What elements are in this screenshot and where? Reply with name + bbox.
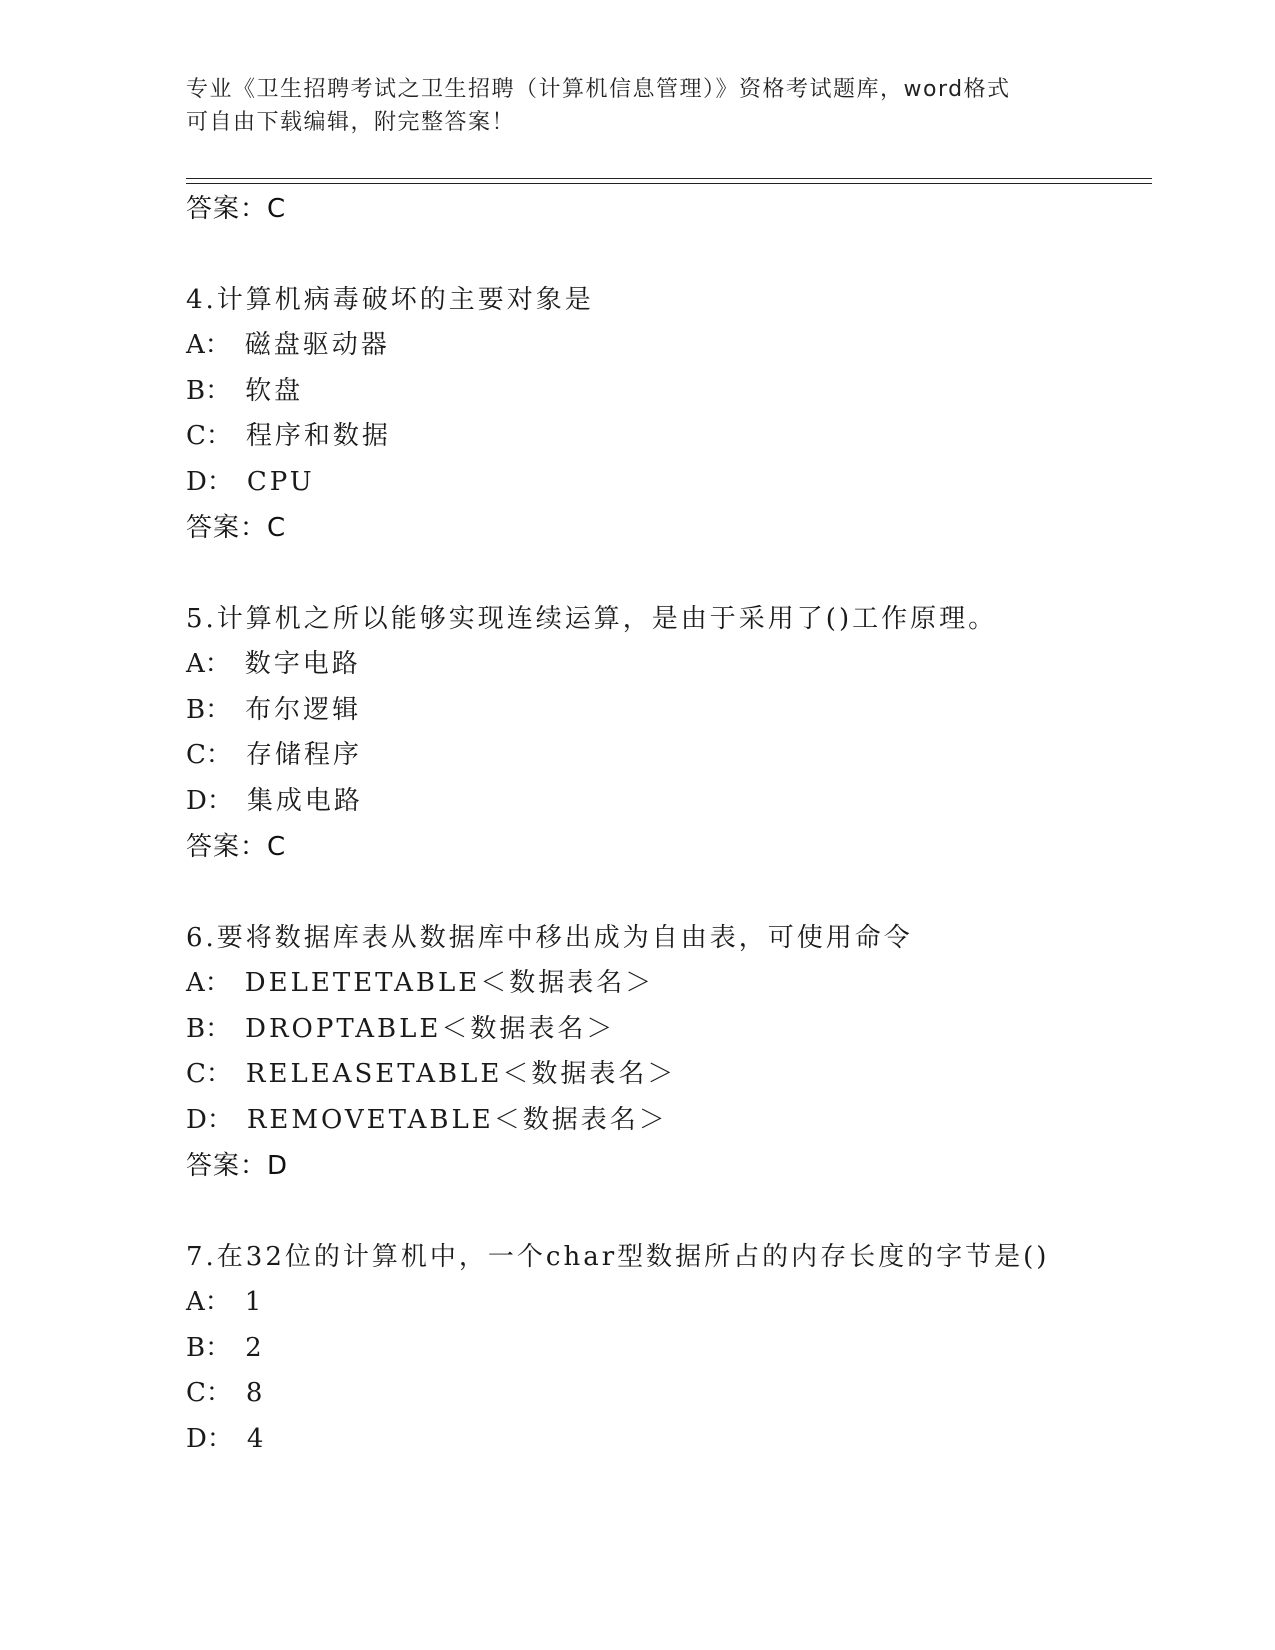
option-key: B： bbox=[186, 1013, 232, 1044]
question-text: 7.在32位的计算机中，一个char型数据所占的内存长度的字节是() bbox=[186, 1242, 1050, 1272]
question-list bbox=[186, 186, 1152, 1462]
question-text: 4.计算机病毒破坏的主要对象是 bbox=[186, 285, 594, 315]
option-key: A： bbox=[186, 1287, 231, 1317]
option-c bbox=[186, 414, 1152, 460]
option-key: A： bbox=[186, 649, 231, 679]
question-text: 5.计算机之所以能够实现连续运算，是由于采用了()工作原理。 bbox=[186, 604, 998, 634]
option-b bbox=[186, 1326, 1152, 1372]
option-d bbox=[186, 1417, 1152, 1463]
answer-line: 答案：D bbox=[186, 1151, 289, 1181]
option-c bbox=[186, 733, 1152, 779]
header-line-2: 可自由下载编辑，附完整答案！ bbox=[186, 110, 516, 135]
question-text: 6.要将数据库表从数据库中移出成为自由表，可使用命令 bbox=[186, 923, 913, 953]
header-divider-top bbox=[186, 178, 1152, 179]
question-item bbox=[186, 915, 1152, 1189]
option-a bbox=[186, 642, 1152, 688]
option-key: B： bbox=[186, 375, 232, 406]
header-divider-bottom bbox=[186, 183, 1152, 184]
option-text: 软盘 bbox=[245, 375, 304, 406]
option-a bbox=[186, 961, 1152, 1007]
option-key: D： bbox=[186, 1104, 233, 1135]
option-text: 8 bbox=[245, 1378, 266, 1408]
option-text: 存储程序 bbox=[245, 740, 362, 770]
option-text: 磁盘驱动器 bbox=[244, 330, 390, 360]
option-text: CPU bbox=[246, 466, 315, 497]
option-key: C： bbox=[186, 740, 232, 770]
option-text: 2 bbox=[245, 1332, 265, 1363]
option-c bbox=[186, 1052, 1152, 1098]
option-text: 布尔逻辑 bbox=[245, 694, 362, 725]
option-b bbox=[186, 1007, 1152, 1053]
option-text: RELEASETABLE＜数据表名＞ bbox=[245, 1059, 677, 1089]
option-d bbox=[186, 460, 1152, 506]
question-item bbox=[186, 277, 1152, 551]
option-a bbox=[186, 1280, 1152, 1326]
option-b bbox=[186, 369, 1152, 415]
option-key: D： bbox=[186, 466, 233, 497]
option-text: 程序和数据 bbox=[245, 421, 391, 451]
document-header bbox=[186, 73, 1066, 139]
option-key: B： bbox=[186, 694, 232, 725]
option-key: C： bbox=[186, 421, 232, 451]
option-b bbox=[186, 688, 1152, 734]
option-key: A： bbox=[186, 330, 231, 360]
option-text: 1 bbox=[244, 1287, 265, 1317]
option-d bbox=[186, 1098, 1152, 1144]
option-text: 集成电路 bbox=[246, 785, 363, 816]
answer-line: 答案：C bbox=[186, 513, 287, 543]
option-a bbox=[186, 323, 1152, 369]
option-key: C： bbox=[186, 1378, 232, 1408]
option-d bbox=[186, 779, 1152, 825]
answer-line: 答案：C bbox=[186, 194, 287, 224]
option-key: D： bbox=[186, 785, 233, 816]
option-text: REMOVETABLE＜数据表名＞ bbox=[246, 1104, 668, 1135]
option-key: B： bbox=[186, 1332, 232, 1363]
question-item bbox=[186, 1234, 1152, 1462]
answer-line: 答案：C bbox=[186, 832, 287, 862]
option-text: DELETETABLE＜数据表名＞ bbox=[244, 968, 655, 998]
option-text: 数字电路 bbox=[244, 649, 361, 679]
header-line-1: 专业《卫生招聘考试之卫生招聘（计算机信息管理）》资格考试题库，word格式 bbox=[186, 77, 1011, 102]
option-text: DROPTABLE＜数据表名＞ bbox=[245, 1013, 616, 1044]
option-key: C： bbox=[186, 1059, 232, 1089]
question-item bbox=[186, 596, 1152, 870]
option-c bbox=[186, 1371, 1152, 1417]
option-text: 4 bbox=[246, 1423, 267, 1454]
option-key: D： bbox=[186, 1423, 233, 1454]
option-key: A： bbox=[186, 968, 231, 998]
